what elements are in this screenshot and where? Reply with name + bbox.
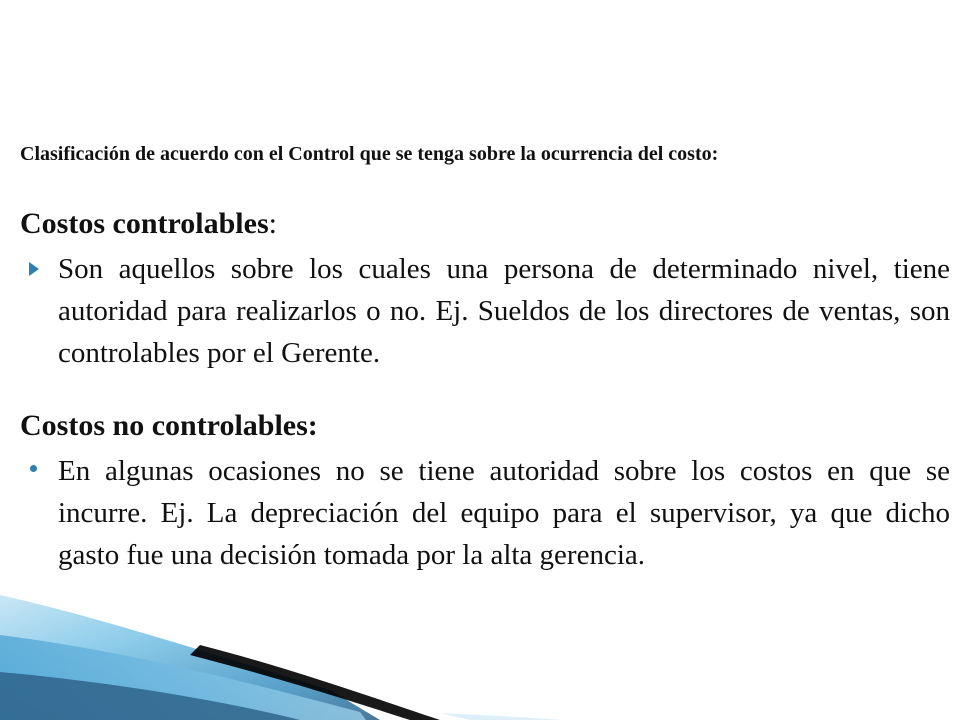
heading-costos-controlables-text: Costos controlables bbox=[20, 207, 269, 240]
arrow-right-icon bbox=[28, 262, 40, 276]
heading-costos-no-controlables: Costos no controlables: bbox=[20, 409, 318, 442]
bullet-text-no-controlables: En algunas ocasiones no se tiene autoridad sobre los costos en que se incurre. Ej. La depreciación del equipo para el supervisor, ya que dicho gasto fue una decisión tomada por la alta gerencia. bbox=[58, 455, 950, 571]
slide-content bbox=[20, 138, 950, 576]
heading-colon: : bbox=[268, 207, 277, 240]
bullet-item-no-controlables bbox=[20, 450, 950, 576]
dot-icon bbox=[30, 465, 37, 472]
bullet-item-controlables bbox=[20, 248, 950, 374]
slide-subtitle: Clasificación de acuerdo con el Control que se tenga sobre la ocurrencia del costo: bbox=[20, 143, 719, 165]
bullet-text-controlables: Son aquellos sobre los cuales una persona de determinado nivel, tiene autoridad para realizarlos o no. Ej. Sueldos de los directores de ventas, son controlables por el Gerente. bbox=[58, 253, 950, 369]
heading-costos-controlables bbox=[20, 204, 950, 244]
